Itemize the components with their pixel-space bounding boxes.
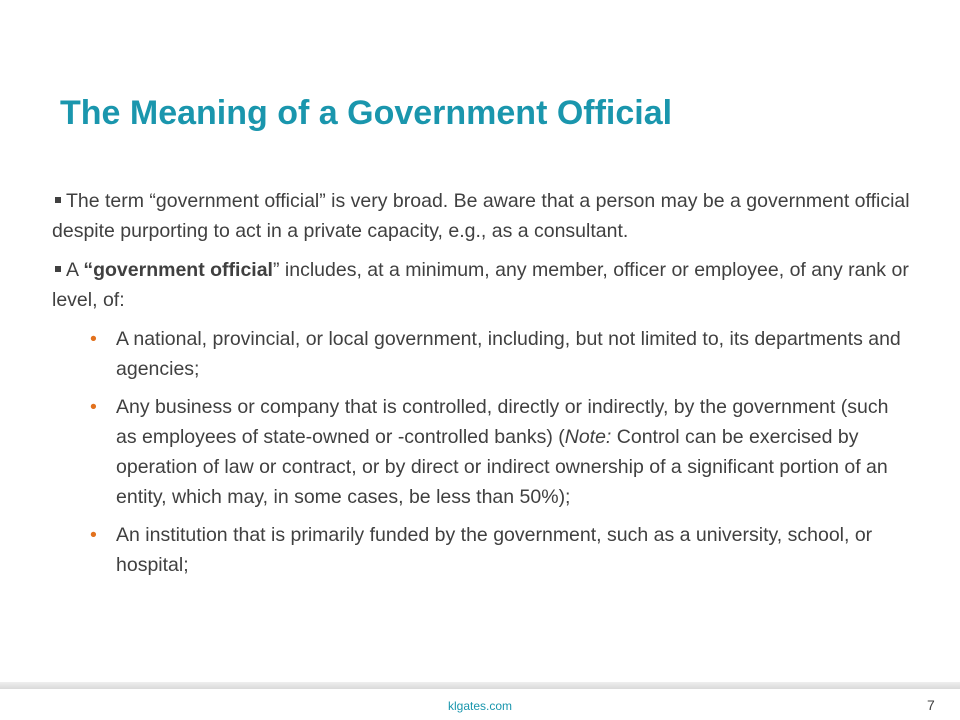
page-number: 7 [927, 697, 935, 713]
sub-bullet-2-text-before: Any business or company that is controlled, directly or indirectly, by the government (such as employees of state-owned or -controlled banks) ( [116, 396, 889, 448]
sub-bullet-2-note: Note: [564, 426, 612, 448]
square-bullet-icon [55, 197, 61, 203]
sub-bullet-3-text: An institution that is primarily funded by the government, such as a university, school, or hospital; [116, 524, 873, 576]
bullet-2-prefix: A [66, 259, 84, 281]
bullet-2-bold-term: “government official [83, 259, 273, 281]
square-bullet-icon [55, 266, 61, 272]
bullet-2-suffix: ” includes, at a minimum, any member, officer or employee, of any rank or level, of: [52, 259, 909, 311]
bullet-1-text: The term “government official” is very broad. Be aware that a person may be a government official despite purporting to act in a private capacity, e.g., as a consultant. [52, 190, 910, 242]
sub-bullet-list [52, 324, 914, 580]
sub-bullet-1-text: A national, provincial, or local government, including, but not limited to, its departments and agencies; [116, 328, 901, 380]
orange-bullet-icon: • [90, 524, 97, 546]
sub-bullet-1 [90, 324, 914, 384]
sub-bullet-2 [90, 392, 914, 512]
orange-bullet-icon: • [90, 328, 97, 350]
footer-site-link[interactable]: klgates.com [447, 699, 513, 713]
bullet-1 [52, 186, 914, 246]
slide-body [52, 186, 914, 588]
bullet-2 [52, 255, 914, 315]
slide-title: The Meaning of a Government Official [60, 94, 673, 132]
footer-divider [0, 682, 960, 689]
orange-bullet-icon: • [90, 396, 97, 418]
sub-bullet-3 [90, 520, 914, 580]
sub-bullet-2-text-after: Control can be exercised by operation of law or contract, or by direct or indirect ownership of a significant portion of an entity, which may, in some cases, be less than 50%); [116, 426, 888, 508]
